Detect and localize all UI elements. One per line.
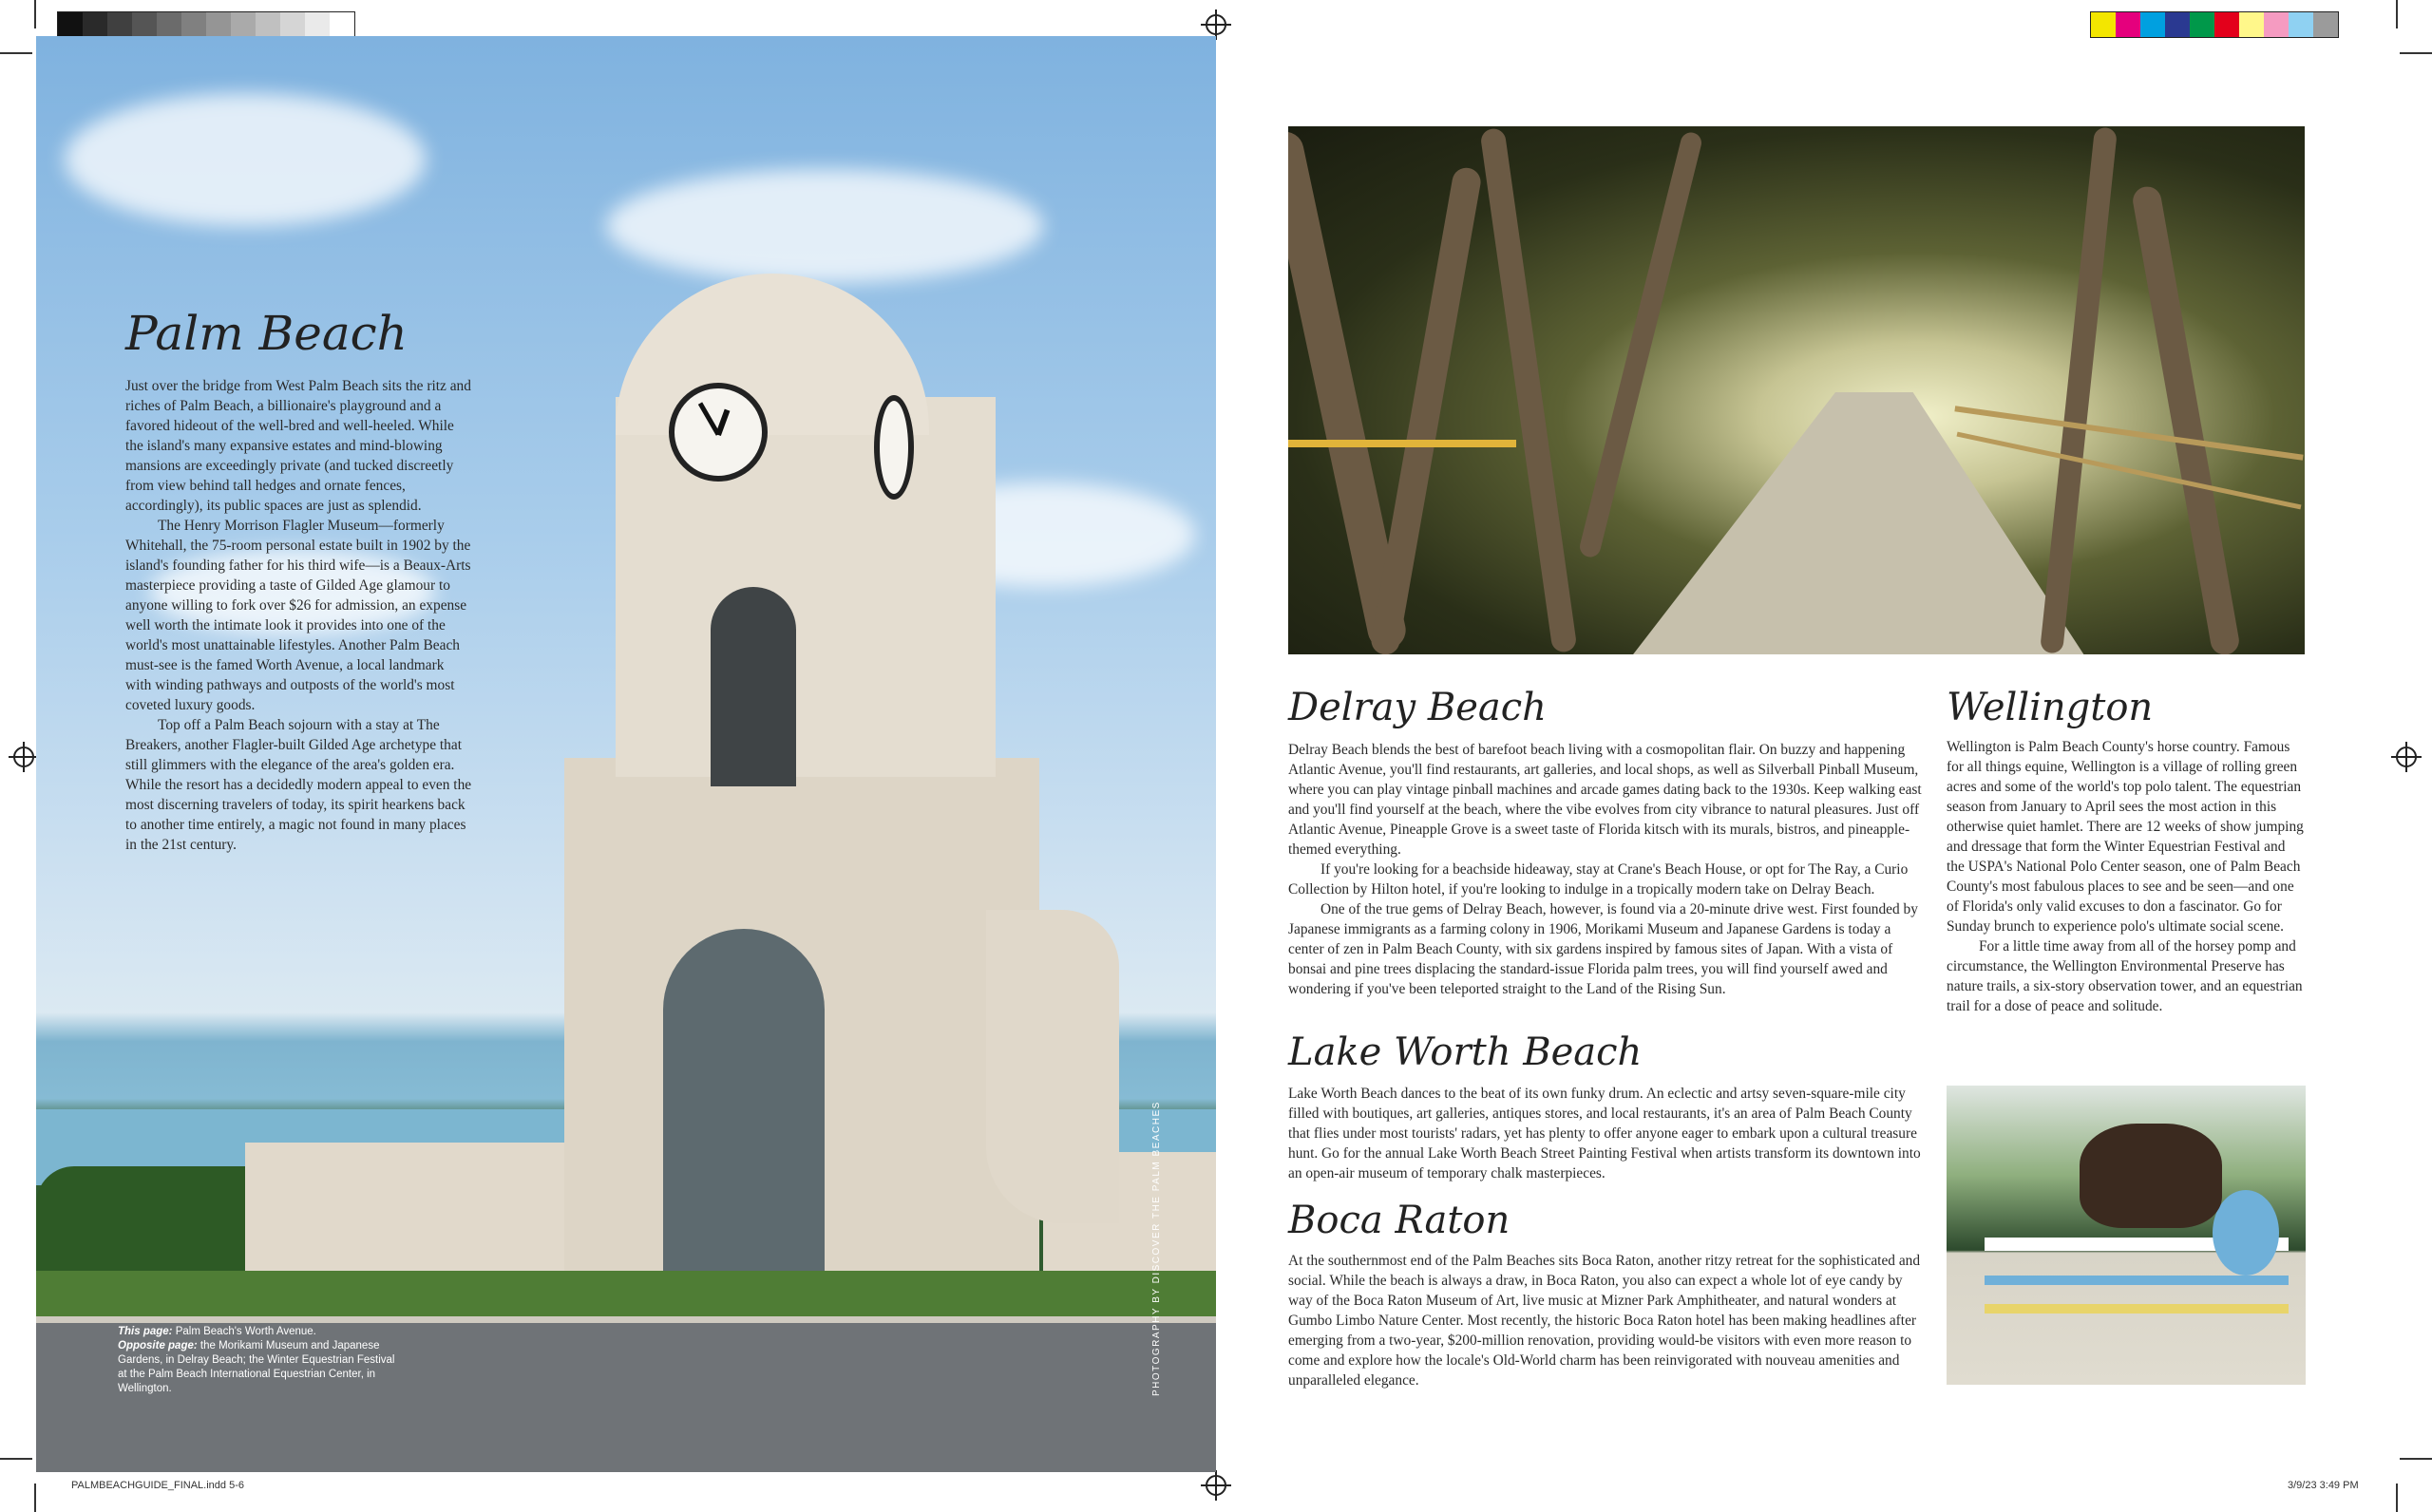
grayscale-swatch (206, 12, 231, 37)
caption-label: Opposite page: (118, 1340, 198, 1351)
boca-raton-heading: Boca Raton (1288, 1199, 1510, 1242)
grayscale-swatch (330, 12, 354, 37)
crop-mark (2396, 1484, 2398, 1512)
grayscale-swatch (157, 12, 181, 37)
crop-mark (0, 1458, 32, 1460)
color-swatch (2091, 12, 2116, 37)
clock-face (669, 383, 768, 482)
paragraph: If you're looking for a beachside hideaway, stay at Crane's Beach House, or opt for The Ray, a Curio Collection by Hilton hotel, if you're looking to indulge in a tropically modern take on Delray Beach. (1288, 861, 1909, 898)
boca-raton-body (1288, 1251, 1928, 1390)
paragraph: Lake Worth Beach dances to the beat of its own funky drum. An eclectic and artsy seven-square-mile city filled with boutiques, art galleries, antiques stores, and local restaurants, it's an area of Palm Beach County that flies under most tourists' radars, yet has plenty to offer anyone eager to embark upon a cultural treasure hunt. Go for the annual Lake Worth Beach Street Painting Festival when artists transform its downtown into an open-air museum of temporary chalk masterpieces. (1288, 1086, 1921, 1181)
crop-mark (34, 1484, 36, 1512)
paragraph: Wellington is Palm Beach County's horse country. Famous for all things equine, Wellington is a village of rolling green acres and some of the world's top polo talent. The equestrian season from January to April sees the most action in this otherwise quiet hamlet. There are 12 weeks of show jumping and dressage that form the Winter Equestrian Festival and the USPA's National Polo Center season, one of Palm Beach County's most fabulous places to see and be seen—and one of Florida's only valid excuses to don a fascinator. Go for Sunday brunch to experience polo's ultimate social scene. (1947, 739, 2304, 935)
paragraph: Just over the bridge from West Palm Beach sits the ritz and riches of Palm Beach, a billionaire's playground and a favored hideout of the well-bred and well-heeled. While the island's many expansive estates and mind-blowing mansions are exceedingly private (and tucked discreetly from view behind tall hedges and ornate fences, accordingly), its public spaces are just as splendid. (125, 378, 471, 514)
palm-beach-heading: Palm Beach (125, 306, 408, 361)
photo-credit: PHOTOGRAPHY BY DISCOVER THE PALM BEACHES (1151, 1101, 1162, 1396)
grayscale-swatch (132, 12, 157, 37)
crop-mark (34, 0, 36, 28)
paragraph: One of the true gems of Delray Beach, however, is found via a 20-minute drive west. First founded by Japanese immigrants as a farming colony in 1906, Morikami Museum and Japanese Gardens is today a center of zen in Palm Beach County, with six gardens inspired by famous sites of Japan. With a vista of bonsai and pine trees displacing the standard-issue Florida palm trees, you will find yourself awed and wondering if you've been teleported straight to the Land of the Rising Sun. (1288, 901, 1918, 997)
grayscale-swatch (305, 12, 330, 37)
paragraph: Delray Beach blends the best of barefoot beach living with a cosmopolitan flair. On buzzy and happening Atlantic Avenue, you'll find restaurants, art galleries, and local shops, as well as Silverball Pinball Museum, where you can play vintage pinball machines and arcade games dating back to the 1930s. Keep walking east and you'll find yourself at the beach, where the vibe evolves from city vibrance to natural pleasures. Just off Atlantic Avenue, Pineapple Grove is a sweet taste of Florida kitsch with its murals, bistros, and pineapple-themed everything. (1288, 742, 1922, 858)
caption-label: This page: (118, 1326, 173, 1337)
file-slug: PALMBEACHGUIDE_FINAL.indd 5-6 (71, 1480, 244, 1491)
grayscale-swatch (231, 12, 256, 37)
color-swatch (2239, 12, 2264, 37)
grayscale-swatch (58, 12, 83, 37)
morikami-gardens-path-photo (1288, 126, 2305, 654)
caption-text: the Morikami Museum and Japanese Gardens, in Delray Beach; the Winter Equestrian Festival at the Palm Beach International Equestrian Center, in Wellington. (118, 1340, 395, 1394)
color-swatch (2313, 12, 2338, 37)
crop-mark (2400, 52, 2432, 54)
palm-beach-body (125, 376, 472, 855)
registration-mark-top (1206, 14, 1226, 35)
color-swatch (2214, 12, 2239, 37)
caption-text: Palm Beach's Worth Avenue. (175, 1326, 316, 1337)
crop-mark (2400, 1458, 2432, 1460)
paragraph: The Henry Morrison Flagler Museum—formerly Whitehall, the 75-room personal estate built in 1902 by the island's founding father for his third wife—is a Beaux-Arts masterpiece providing a taste of Gilded Age glamour to anyone willing to fork over $26 for admission, an expense well worth the intimate look it provides into one of the world's most unattainable lifestyles. Another Palm Beach must-see is the famed Worth Avenue, a local landmark with winding pathways and outposts of the world's most coveted luxury goods. (125, 518, 471, 713)
lake-worth-beach-body (1288, 1084, 1928, 1183)
color-swatch (2264, 12, 2289, 37)
delray-beach-body (1288, 740, 1928, 999)
registration-mark-bottom (1206, 1475, 1226, 1496)
registration-mark-left (13, 747, 34, 767)
registration-mark-right (2396, 747, 2417, 767)
lake-worth-beach-heading: Lake Worth Beach (1288, 1030, 1643, 1074)
crop-mark (2396, 0, 2398, 28)
paragraph: Top off a Palm Beach sojourn with a stay at The Breakers, another Flagler-built Gilded Age archetype that still glimmers with the elegance of the area's golden era. While the resort has a decidedly modern appeal to even the most discerning travelers of today, its spirit hearkens back to another time entirely, a magic not found in many places in the 21st century. (125, 717, 472, 853)
delray-beach-heading: Delray Beach (1288, 686, 1547, 729)
color-swatch (2190, 12, 2214, 37)
color-swatch (2116, 12, 2140, 37)
clock-face-side (874, 395, 914, 500)
photo-caption (118, 1325, 403, 1396)
grayscale-swatch (280, 12, 305, 37)
process-color-bar (2090, 11, 2339, 38)
color-swatch (2289, 12, 2313, 37)
grayscale-swatch (256, 12, 280, 37)
wellington-heading: Wellington (1947, 686, 2154, 729)
grayscale-swatch (181, 12, 206, 37)
paragraph: For a little time away from all of the horsey pomp and circumstance, the Wellington Environmental Preserve has nature trails, a six-story observation tower, and an equestrian trail for a dose of peace and solitude. (1947, 938, 2303, 1014)
wellington-body (1947, 737, 2306, 1016)
grayscale-swatch (83, 12, 107, 37)
paragraph: At the southernmost end of the Palm Beaches sits Boca Raton, another ritzy retreat for the sophisticated and social. While the beach is always a draw, in Boca Raton, you also can expect a whole lot of eye candy by way of the Boca Raton Museum of Art, live music at Mizner Park Amphitheater, and natural wonders at Gumbo Limbo Nature Center. Most recently, the historic Boca Raton hotel has been making headlines after emerging from a two-year, $200-million renovation, providing would-be visitors with even more reason to come and explore how the locale's Old-World charm has been reinvigorated with nouveau amenities and unparalleled elegance. (1288, 1253, 1921, 1389)
equestrian-festival-photo (1947, 1086, 2306, 1385)
grayscale-swatch (107, 12, 132, 37)
grayscale-color-bar (57, 11, 355, 38)
print-timestamp: 3/9/23 3:49 PM (2288, 1480, 2359, 1491)
color-swatch (2165, 12, 2190, 37)
color-swatch (2140, 12, 2165, 37)
crop-mark (0, 52, 32, 54)
